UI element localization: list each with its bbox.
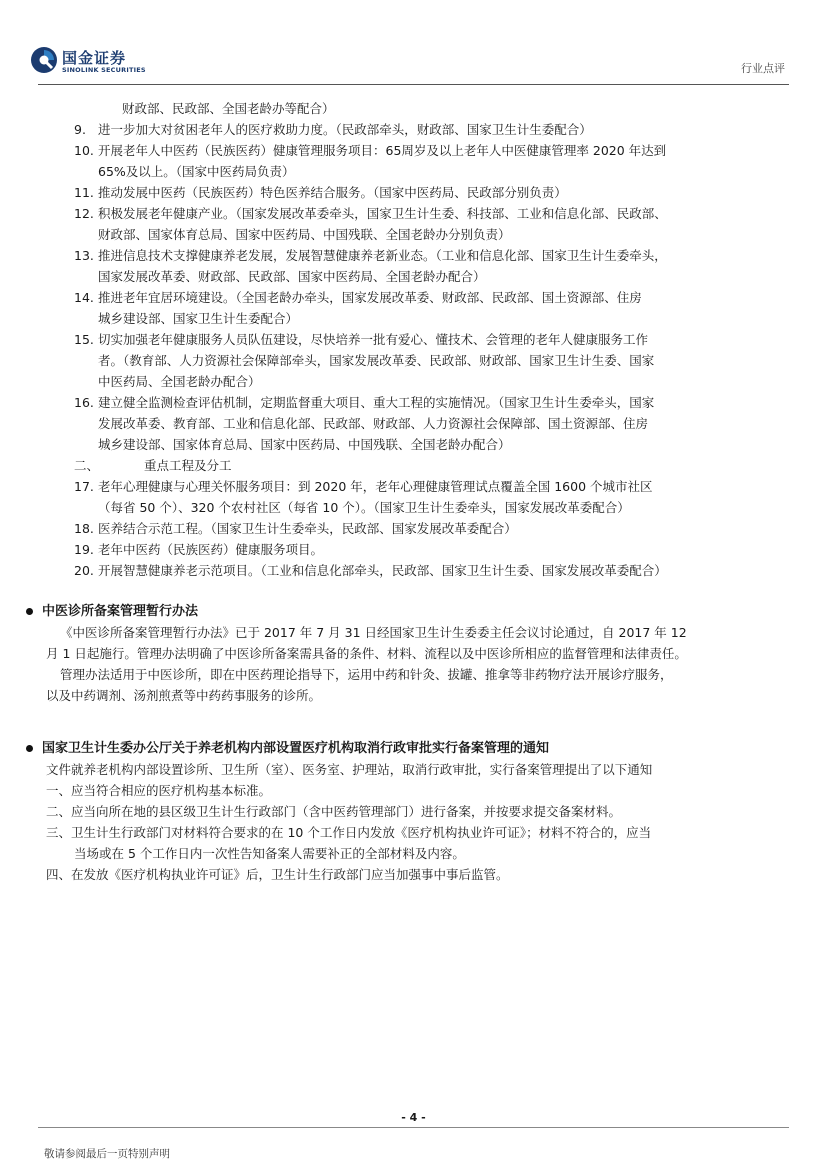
list-item-number: 二、 bbox=[74, 458, 100, 473]
list-item bbox=[74, 140, 800, 182]
list-item-number: 19. bbox=[74, 542, 94, 557]
list-item bbox=[74, 329, 800, 392]
list-item-continuation: （每省 50 个）、320 个农村社区（每省 10 个）。（国家卫生计生委牵头，国家发展改革委配合） bbox=[98, 500, 630, 515]
list-item-first-line bbox=[74, 119, 800, 140]
list-item bbox=[74, 119, 800, 140]
list-item bbox=[74, 203, 800, 245]
section-heading-tcm-clinic bbox=[12, 601, 800, 622]
bullet-dot-icon bbox=[26, 608, 33, 615]
list-item-text: 推动发展中医药（民族医药）特色医养结合服务。（国家中医药局、民政部分别负责） bbox=[98, 185, 567, 200]
list-item-number: 14. bbox=[74, 290, 94, 305]
list-item bbox=[74, 287, 800, 329]
list-item-text: 老年心理健康与心理关怀服务项目：到 2020 年，老年心理健康管理试点覆盖全国 1600 个城市社区 bbox=[98, 479, 653, 494]
list-item-text: 推进信息技术支撑健康养老发展，发展智慧健康养老新业态。（工业和信息化部、国家卫生计生委牵头， bbox=[98, 248, 667, 263]
paragraph-line: 《中医诊所备案管理暂行办法》已于 2017 年 7 月 31 日经国家卫生计生委委主任会议讨论通过，自 2017 年 12 bbox=[60, 625, 687, 640]
list-item-continuation: 城乡建设部、国家体育总局、国家中医药局、中国残联、全国老龄办配合） bbox=[98, 437, 511, 452]
list-item bbox=[74, 245, 800, 287]
list-item-number: 17. bbox=[74, 479, 94, 494]
list-item bbox=[74, 392, 800, 455]
notice-line: 四、在发放《医疗机构执业许可证》后，卫生计生行政部门应当加强事中事后监管。 bbox=[46, 867, 509, 882]
list-item-number: 9. bbox=[74, 122, 86, 137]
list-item-first-line bbox=[74, 140, 800, 161]
spacer bbox=[74, 706, 800, 726]
paragraph-line: 管理办法适用于中医诊所，即在中医药理论指导下，运用中药和针灸、拔罐、推拿等非药物疗法开展诊疗服务， bbox=[60, 667, 673, 682]
list-item-first-line bbox=[74, 539, 800, 560]
list-item-number: 15. bbox=[74, 332, 94, 347]
list-item-first-line bbox=[74, 476, 800, 497]
document-type-label: 行业点评 bbox=[741, 62, 785, 75]
page-number: - 4 - bbox=[401, 1111, 426, 1124]
list-item-continuation: 财政部、国家体育总局、国家中医药局、中国残联、全国老龄办分别负责） bbox=[98, 227, 511, 242]
notice-line: 当场或在 5 个工作日内一次性告知备案人需要补正的全部材料及内容。 bbox=[74, 846, 465, 861]
list-item-number: 16. bbox=[74, 395, 94, 410]
list-item-continuation: 中医药局、全国老龄办配合） bbox=[98, 374, 261, 389]
list-item-text: 医养结合示范工程。（国家卫生计生委牵头，民政部、国家发展改革委配合） bbox=[98, 521, 517, 536]
list-item-first-line bbox=[74, 560, 800, 581]
list-item-text: 开展智慧健康养老示范项目。（工业和信息化部牵头，民政部、国家卫生计生委、国家发展改革委配合） bbox=[98, 563, 667, 578]
list-item-first-line bbox=[74, 98, 800, 119]
list-item-continuation: 城乡建设部、国家卫生计生委配合） bbox=[98, 311, 299, 326]
logo-chinese-name: 国金证券 bbox=[62, 49, 127, 67]
list-item-number: 13. bbox=[74, 248, 94, 263]
header-divider bbox=[38, 84, 789, 85]
list-item-text: 切实加强老年健康服务人员队伍建设，尽快培养一批有爱心、懂技术、会管理的老年人健康服务工作 bbox=[98, 332, 649, 347]
list-item-text: 财政部、民政部、全国老龄办等配合） bbox=[122, 101, 335, 116]
list-item-first-line bbox=[74, 203, 800, 224]
list-item-text: 老年中医药（民族医药）健康服务项目。 bbox=[98, 542, 324, 557]
logo-mark-icon bbox=[30, 46, 58, 74]
list-item-first-line bbox=[74, 287, 800, 308]
notice-line: 一、应当符合相应的医疗机构基本标准。 bbox=[46, 783, 272, 798]
list-item-continuation: 发展改革委、教育部、工业和信息化部、民政部、财政部、人力资源社会保障部、国土资源部、住房 bbox=[98, 416, 649, 431]
list-item-first-line bbox=[74, 392, 800, 413]
list-item-number: 18. bbox=[74, 521, 94, 536]
list-item bbox=[74, 539, 800, 560]
notice-line: 文件就养老机构内部设置诊所、卫生所（室）、医务室、护理站，取消行政审批，实行备案管理提出了以下通知 bbox=[46, 762, 653, 777]
list-item-text: 积极发展老年健康产业。（国家发展改革委牵头，国家卫生计生委、科技部、工业和信息化部、民政部、 bbox=[98, 206, 667, 221]
list-item-number: 10. bbox=[74, 143, 94, 158]
list-item-first-line bbox=[74, 245, 800, 266]
section-subheading bbox=[74, 455, 800, 476]
list-item-text: 重点工程及分工 bbox=[144, 458, 232, 473]
notice-line: 三、卫生计生行政部门对材料符合要求的在 10 个工作日内发放《医疗机构执业许可证》；材料不符合的，应当 bbox=[46, 825, 652, 840]
list-item-text: 进一步加大对贫困老年人的医疗救助力度。（民政部牵头，财政部、国家卫生计生委配合） bbox=[98, 122, 592, 137]
section-paragraphs bbox=[46, 622, 800, 706]
list-item bbox=[74, 476, 800, 518]
list-item bbox=[74, 98, 800, 119]
paragraph-line: 以及中药调剂、汤剂煎煮等中药药事服务的诊所。 bbox=[46, 688, 322, 703]
section-title: 中医诊所备案管理暂行办法 bbox=[42, 604, 199, 619]
list-item-first-line bbox=[74, 455, 800, 476]
list-item-text: 开展老年人中医药（民族医药）健康管理服务项目：65周岁及以上老年人中医健康管理率 2020 年达到 bbox=[98, 143, 667, 158]
list-item-text: 推进老年宜居环境建设。（全国老龄办牵头，国家发展改革委、财政部、民政部、国土资源部、住房 bbox=[98, 290, 642, 305]
list-item-number: 12. bbox=[74, 206, 94, 221]
list-item-number: 20. bbox=[74, 563, 94, 578]
footer-divider bbox=[38, 1127, 789, 1128]
notice-line: 二、应当向所在地的县区级卫生计生行政部门（含中医药管理部门）进行备案，并按要求提交备案材料。 bbox=[46, 804, 622, 819]
logo-english-name: SINOLINK SECURITIES bbox=[62, 66, 146, 74]
company-logo bbox=[30, 44, 160, 80]
list-item-continuation: 国家发展改革委、财政部、民政部、国家中医药局、全国老龄办配合） bbox=[98, 269, 486, 284]
page-header bbox=[0, 0, 827, 92]
section-heading-elderly-care-notice bbox=[12, 738, 800, 759]
list-item-first-line bbox=[74, 518, 800, 539]
list-item-first-line bbox=[74, 182, 800, 203]
list-item-continuation: 者。（教育部、人力资源社会保障部牵头，国家发展改革委、民政部、财政部、国家卫生计生委、国家 bbox=[98, 353, 655, 368]
list-item bbox=[74, 518, 800, 539]
list-item-first-line bbox=[74, 329, 800, 350]
disclaimer-note: 敬请参阅最后一页特别声明 bbox=[44, 1148, 170, 1160]
list-item bbox=[74, 182, 800, 203]
bullet-dot-icon bbox=[26, 745, 33, 752]
list-item-continuation: 65%及以上。（国家中医药局负责） bbox=[98, 164, 295, 179]
list-item-text: 建立健全监测检查评估机制，定期监督重大项目、重大工程的实施情况。（国家卫生计生委牵头，国家 bbox=[98, 395, 655, 410]
policy-items-list bbox=[74, 98, 800, 581]
notice-lines bbox=[46, 759, 800, 885]
list-item-number: 11. bbox=[74, 185, 94, 200]
document-body bbox=[42, 98, 800, 885]
section-title: 国家卫生计生委办公厅关于养老机构内部设置医疗机构取消行政审批实行备案管理的通知 bbox=[42, 741, 550, 756]
paragraph-line: 月 1 日起施行。管理办法明确了中医诊所备案需具备的条件、材料、流程以及中医诊所相应的监督管理和法律责任。 bbox=[46, 646, 687, 661]
list-item bbox=[74, 560, 800, 581]
